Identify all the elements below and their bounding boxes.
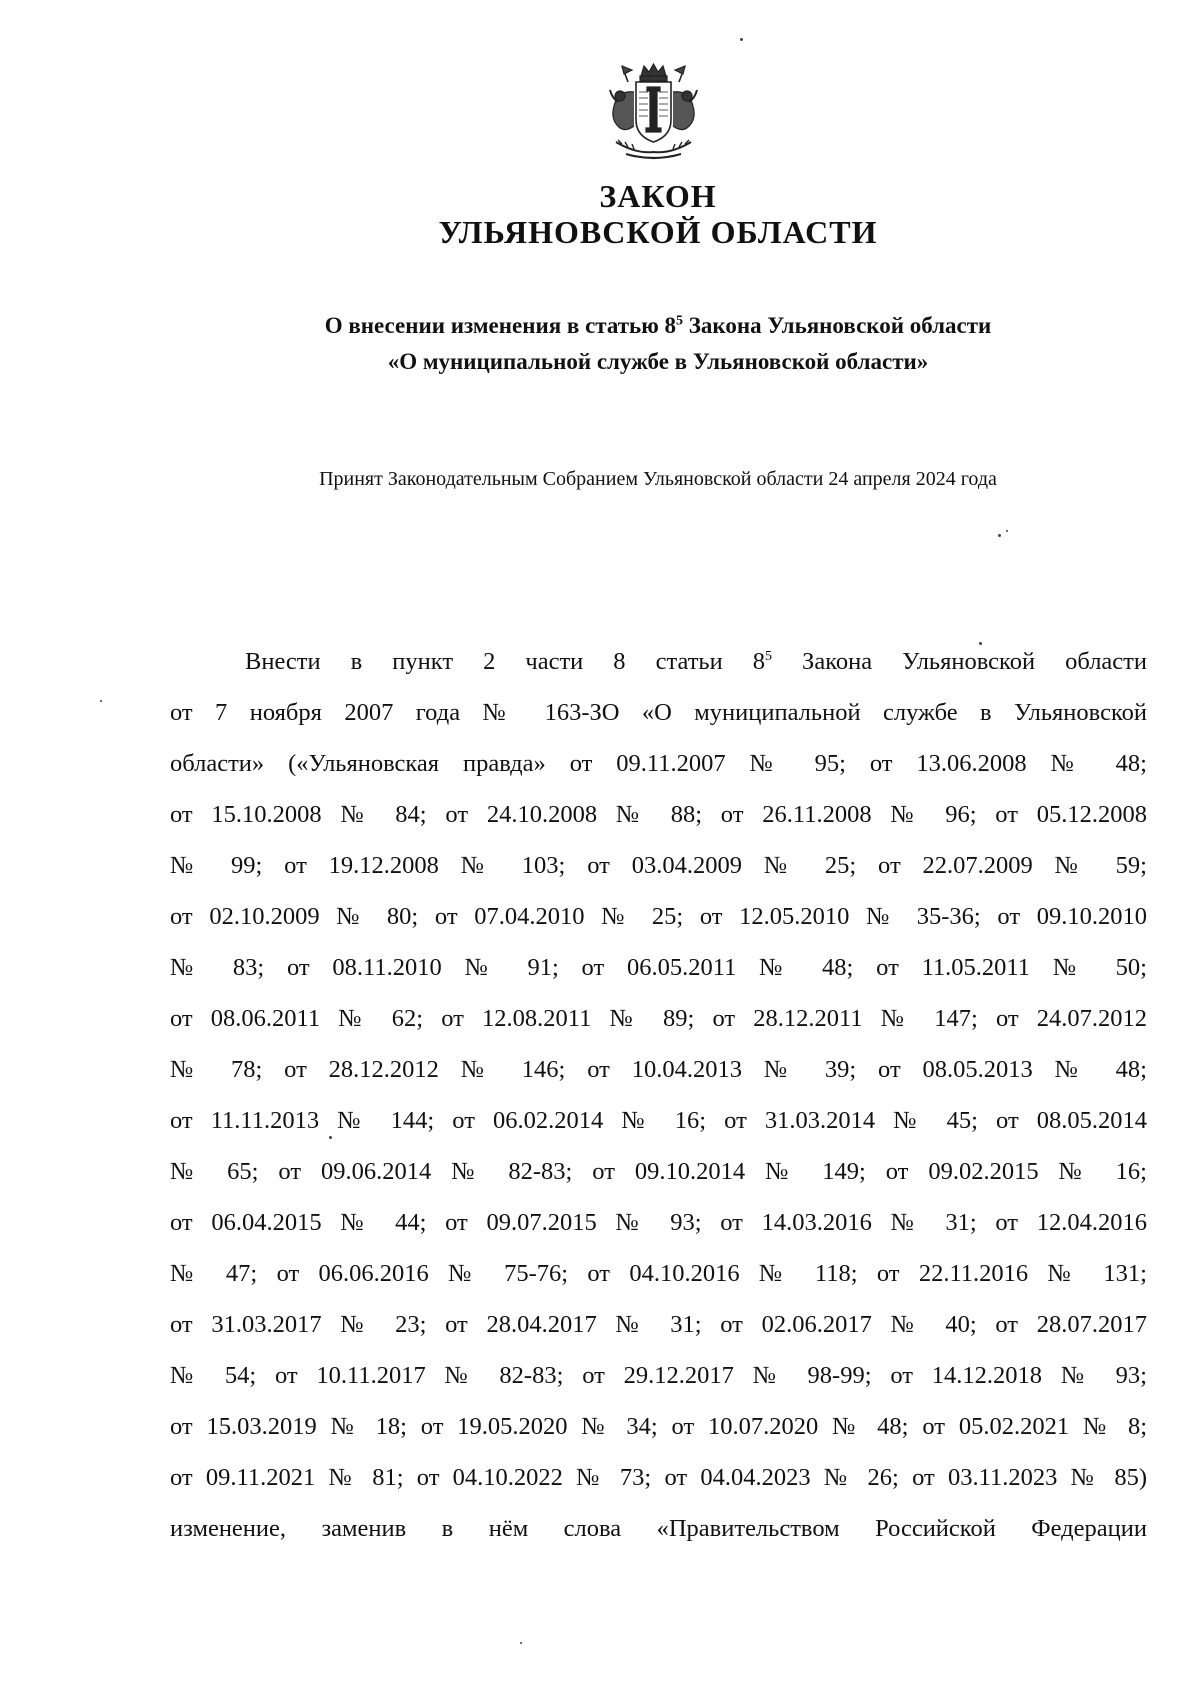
body-line: № 65; от 09.06.2014 № 82-83; от 09.10.2014 № 149; от 09.02.2015 № 16; bbox=[170, 1158, 1147, 1185]
body-line: от 7 ноября 2007 года № 163-ЗО «О муниципальной службе в Ульяновской bbox=[170, 699, 1147, 726]
scan-speck bbox=[979, 642, 982, 645]
scan-speck bbox=[998, 534, 1001, 537]
body-line: от 15.10.2008 № 84; от 24.10.2008 № 88; от 26.11.2008 № 96; от 05.12.2008 bbox=[170, 801, 1147, 828]
law-title-line-1 bbox=[58, 311, 1200, 341]
scan-speck bbox=[740, 38, 743, 41]
body-line: от 09.11.2021 № 81; от 04.10.2022 № 73; от 04.04.2023 № 26; от 03.11.2023 № 85) bbox=[170, 1464, 1147, 1491]
body-line: № 83; от 08.11.2010 № 91; от 06.05.2011 № 48; от 11.05.2011 № 50; bbox=[170, 954, 1147, 981]
adoption-statement: Принят Законодательным Собранием Ульяновской области 24 апреля 2024 года bbox=[319, 468, 997, 490]
body-line-0-before: Внести в пункт 2 части 8 статьи 8 bbox=[245, 648, 765, 675]
body-line: № 78; от 28.12.2012 № 146; от 10.04.2013 № 39; от 08.05.2013 № 48; bbox=[170, 1056, 1147, 1083]
body-line: № 54; от 10.11.2017 № 82-83; от 29.12.2017 № 98-99; от 14.12.2018 № 93; bbox=[170, 1362, 1147, 1389]
body-line: от 31.03.2017 № 23; от 28.04.2017 № 31; от 02.06.2017 № 40; от 28.07.2017 bbox=[170, 1311, 1147, 1338]
document-type-title: ЗАКОН bbox=[599, 178, 717, 214]
body-superscript: 5 bbox=[765, 648, 772, 664]
law-title-text-before: О внесении изменения в статью 8 bbox=[324, 313, 677, 338]
scan-speck bbox=[520, 1642, 522, 1644]
body-line bbox=[170, 636, 1147, 687]
body-line-0-after: Закона Ульяновской области bbox=[772, 648, 1147, 675]
law-title-superscript: 5 bbox=[676, 313, 684, 329]
coat-of-arms-icon bbox=[596, 62, 711, 162]
scan-speck bbox=[100, 700, 102, 702]
body-line: № 99; от 19.12.2008 № 103; от 03.04.2009 № 25; от 22.07.2009 № 59; bbox=[170, 852, 1147, 879]
law-body bbox=[170, 636, 1147, 1554]
body-line: от 08.06.2011 № 62; от 12.08.2011 № 89; от 28.12.2011 № 147; от 24.07.2012 bbox=[170, 1005, 1147, 1032]
body-line: изменение, заменив в нём слова «Правительством Российской Федерации bbox=[170, 1515, 1147, 1542]
law-title-text-after: Закона Ульяновской области bbox=[683, 313, 992, 338]
scan-speck bbox=[1006, 530, 1008, 532]
body-line: от 11.11.2013 № 144; от 06.02.2014 № 16; от 31.03.2014 № 45; от 08.05.2014 bbox=[170, 1107, 1147, 1134]
body-line: области» («Ульяновская правда» от 09.11.2007 № 95; от 13.06.2008 № 48; bbox=[170, 750, 1147, 777]
body-line: от 06.04.2015 № 44; от 09.07.2015 № 93; от 14.03.2016 № 31; от 12.04.2016 bbox=[170, 1209, 1147, 1236]
body-line: от 02.10.2009 № 80; от 07.04.2010 № 25; от 12.05.2010 № 35-36; от 09.10.2010 bbox=[170, 903, 1147, 930]
document-issuer-title: УЛЬЯНОВСКОЙ ОБЛАСТИ bbox=[438, 214, 878, 250]
body-line: от 15.03.2019 № 18; от 19.05.2020 № 34; от 10.07.2020 № 48; от 05.02.2021 № 8; bbox=[170, 1413, 1147, 1440]
scan-speck bbox=[329, 1136, 332, 1139]
body-line: № 47; от 06.06.2016 № 75-76; от 04.10.2016 № 118; от 22.11.2016 № 131; bbox=[170, 1260, 1147, 1287]
law-title-line-2: «О муниципальной службе в Ульяновской области» bbox=[387, 349, 929, 374]
